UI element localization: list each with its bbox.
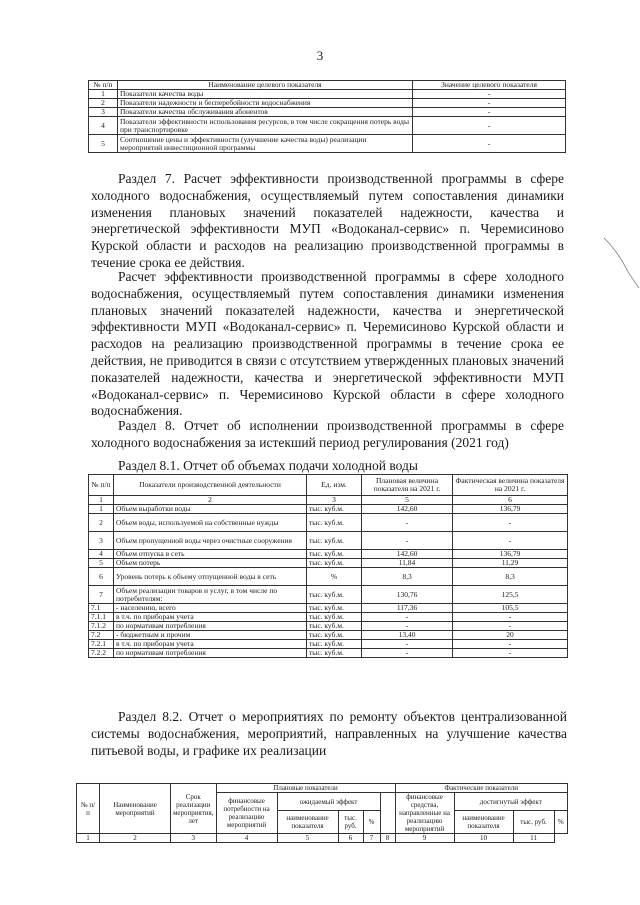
table-cell: тыс. куб.м. [307, 550, 362, 559]
table-cell: 3 [307, 496, 362, 505]
table-cell: 2 [114, 496, 307, 505]
target-indicators-table [88, 80, 566, 153]
table-cell: 5 [277, 834, 338, 843]
col-header: № п/п [89, 81, 118, 90]
col-header: наименование показателя [277, 811, 338, 834]
col-header: финансовые потребности на реализацию мероприятий [216, 793, 277, 834]
col-header: наименование показателя [454, 811, 513, 834]
table-cell: - населению, всего [114, 604, 307, 613]
table-cell: Уровень потерь к объему отпущенной воды в сеть [114, 568, 307, 586]
col-header: ожидаемый эффект [277, 793, 380, 811]
table-cell: 7.2.2 [89, 649, 114, 658]
col-header: Срок реализации мероприятия, лет [171, 784, 217, 834]
col-header: Плановая величина показателя на 2021 г. [362, 475, 453, 496]
section-8-1-title: Раздел 8.1. Отчет об объемах подачи холодной воды [118, 458, 418, 473]
table-cell: Объем потерь [114, 559, 307, 568]
table-row [89, 505, 568, 514]
table-row [89, 117, 566, 135]
table-cell: Объем воды, используемой на собственные нужды [114, 514, 307, 532]
table-cell: 8 [380, 834, 395, 843]
table-cell: 7.1.2 [89, 622, 114, 631]
table-row [89, 514, 568, 532]
table-cell: - [362, 514, 453, 532]
table-cell: в т.ч. по приборам учета [114, 640, 307, 649]
col-header: тыс. руб. [513, 811, 554, 834]
table-cell: в т.ч. по приборам учета [114, 613, 307, 622]
section-7-paragraph: Раздел 7. Расчет эффективности производственной программы в сфере холодного водоснабжения, осуществляемый путем сопоставления динамики изменения плановых значений показателей надежности, качества и энергетической эффективности МУП «Водоканал-сервис» п. Черемисиново Курской области и расходов на реализацию производственной программы в течение срока ее действия. [91, 171, 564, 270]
table-cell: тыс. куб.м. [307, 505, 362, 514]
table-cell: Объем отпуска в сеть [114, 550, 307, 559]
table-cell: 9 [395, 834, 454, 843]
section-8-2-title: Раздел 8.2. Отчет о мероприятиях по ремонту объектов централизованной системы водоснабжения, мероприятий, направленных на улучшение качества питьевой воды, и графике их реализации [91, 709, 567, 758]
table-cell: 2 [89, 514, 114, 532]
col-header: % [363, 811, 380, 834]
table-cell: 3 [89, 532, 114, 550]
table-cell: по нормативам потребления [114, 649, 307, 658]
table-cell: - [453, 613, 568, 622]
table-cell: 2 [100, 834, 171, 843]
table-header-row [89, 475, 568, 496]
table-cell: 142,60 [362, 550, 453, 559]
table-cell: - [413, 99, 566, 108]
table-cell: по нормативам потребления [114, 622, 307, 631]
table-cell: - [362, 613, 453, 622]
table-cell: Показатели эффективности использования ресурсов, в том числе сокращения потерь воды при транспортировке [118, 117, 413, 135]
table-cell: Объем выработки воды [114, 505, 307, 514]
col-header: Значение целевого показателя [413, 81, 566, 90]
table-cell: 1 [77, 834, 100, 843]
table-cell: - [362, 532, 453, 550]
table-cell: 2 [89, 99, 118, 108]
table-cell: 11,29 [453, 559, 568, 568]
table-cell: тыс. куб.м. [307, 586, 362, 604]
repair-events-table [76, 783, 568, 843]
table-cell: 5 [89, 135, 118, 153]
table-cell: 136,79 [453, 505, 568, 514]
col-header: финансовые средства, направленные на реализацию мероприятий [395, 793, 454, 834]
table-cell: тыс. куб.м. [307, 559, 362, 568]
table-row [89, 532, 568, 550]
table-cell: тыс. куб.м. [307, 514, 362, 532]
table-cell: 11,84 [362, 559, 453, 568]
table-cell: Показатели качества обслуживания абонентов [118, 108, 413, 117]
pen-mark [602, 236, 640, 291]
col-header-empty [380, 793, 395, 834]
page-number: 3 [316, 48, 324, 63]
table-cell: 6 [453, 496, 568, 505]
table-cell: - [362, 649, 453, 658]
water-volumes-table [88, 474, 568, 658]
table-cell: - [413, 90, 566, 99]
table-row [89, 135, 566, 153]
table-cell: 11 [513, 834, 554, 843]
table-cell: 105,5 [453, 604, 568, 613]
table-cell: 1 [89, 505, 114, 514]
table-cell: тыс. куб.м. [307, 613, 362, 622]
table-cell: 7 [363, 834, 380, 843]
table-cell: 5 [362, 496, 453, 505]
table-cell: - [453, 514, 568, 532]
table-cell: 3 [171, 834, 217, 843]
table-cell: Объем пропущенной воды через очистные сооружения [114, 532, 307, 550]
col-header: Наименование целевого показателя [118, 81, 413, 90]
table-cell: 7.1 [89, 604, 114, 613]
table-cell: 130,76 [362, 586, 453, 604]
table-cell: 7 [89, 586, 114, 604]
col-header: % [554, 811, 567, 834]
table-cell: 8,3 [453, 568, 568, 586]
table-row [89, 568, 568, 586]
table-cell: 4 [89, 117, 118, 135]
col-header: Ед. изм. [307, 475, 362, 496]
table-cell: % [307, 568, 362, 586]
table-cell: тыс. куб.м. [307, 622, 362, 631]
section-8-title: Раздел 8. Отчет об исполнении производственной программы в сфере холодного водоснабжения за истекший период регулирования (2021 год) [91, 418, 564, 450]
table-cell: 8,3 [362, 568, 453, 586]
col-header: достигнутый эффект [454, 793, 567, 811]
table-cell: - [362, 640, 453, 649]
col-header: Наименование мероприятий [100, 784, 171, 834]
table-row [89, 559, 568, 568]
table-cell: Соотношение цены и эффективности (улучшение качества воды) реализации мероприятий инвестиционной программы [118, 135, 413, 153]
table-row [89, 108, 566, 117]
table-cell: 10 [454, 834, 513, 843]
table-cell: 4 [216, 834, 277, 843]
table-cell: Показатели качества воды [118, 90, 413, 99]
table-cell: тыс. куб.м. [307, 604, 362, 613]
col-header: тыс. руб. [338, 811, 363, 834]
table-cell: 13,40 [362, 631, 453, 640]
table-cell: - [362, 622, 453, 631]
table-cell: 20 [453, 631, 568, 640]
table-cell: - [413, 135, 566, 153]
table-header-row [77, 784, 568, 793]
table-cell: - [453, 622, 568, 631]
table-cell: 3 [89, 108, 118, 117]
table-cell: 1 [89, 90, 118, 99]
table-cell: Объем реализации товаров и услуг, в том числе по потребителям: [114, 586, 307, 604]
table-cell: 6 [338, 834, 363, 843]
col-header: Фактическая величина показателя на 2021 г. [453, 475, 568, 496]
table-cell: - [413, 108, 566, 117]
table-cell: 7.2 [89, 631, 114, 640]
table-cell: тыс. куб.м. [307, 649, 362, 658]
col-header: Показатели производственной деятельности [114, 475, 307, 496]
col-header: Плановые показатели [216, 784, 395, 793]
table-cell: - [413, 117, 566, 135]
table-cell: 136,79 [453, 550, 568, 559]
table-cell: тыс. куб.м. [307, 532, 362, 550]
table-cell: 6 [89, 568, 114, 586]
table-cell: 125,5 [453, 586, 568, 604]
table-cell: 5 [89, 559, 114, 568]
col-header: № п/ п [77, 784, 100, 834]
table-cell: 7.1.1 [89, 613, 114, 622]
table-cell: тыс. куб.м. [307, 631, 362, 640]
table-cell: - [453, 640, 568, 649]
table-cell: 7.2.1 [89, 640, 114, 649]
table-row [89, 586, 568, 604]
table-cell: 4 [89, 550, 114, 559]
table-cell: 1 [89, 496, 114, 505]
table-cell: - [453, 649, 568, 658]
table-cell: - бюджетным и прочим [114, 631, 307, 640]
col-header: Фактические показатели [395, 784, 567, 793]
table-cell: 142,60 [362, 505, 453, 514]
column-number-row [77, 834, 568, 843]
table-cell: Показатели надежности и бесперебойности водоснабжения [118, 99, 413, 108]
table-cell: тыс. куб.м. [307, 640, 362, 649]
table-cell: - [453, 532, 568, 550]
col-header: № п/п [89, 475, 114, 496]
table-cell: 117,36 [362, 604, 453, 613]
table-row [89, 649, 568, 658]
section-7-paragraph: Расчет эффективности производственной программы в сфере холодного водоснабжения, осуществляемый путем сопоставления динамики изменения плановых значений показателей надежности, качества и энергетической эффективности МУП «Водоканал-сервис» п. Черемисиново Курской области и расходов на реализацию производственной программы в течение срока ее действия, не приводится в связи с отсутствием утвержденных плановых значений показателей надежности, качества и энергетической эффективности МУП «Водоканал-сервис» п. Черемисиново Курской области в сфере холодного водоснабжения. [91, 269, 564, 419]
